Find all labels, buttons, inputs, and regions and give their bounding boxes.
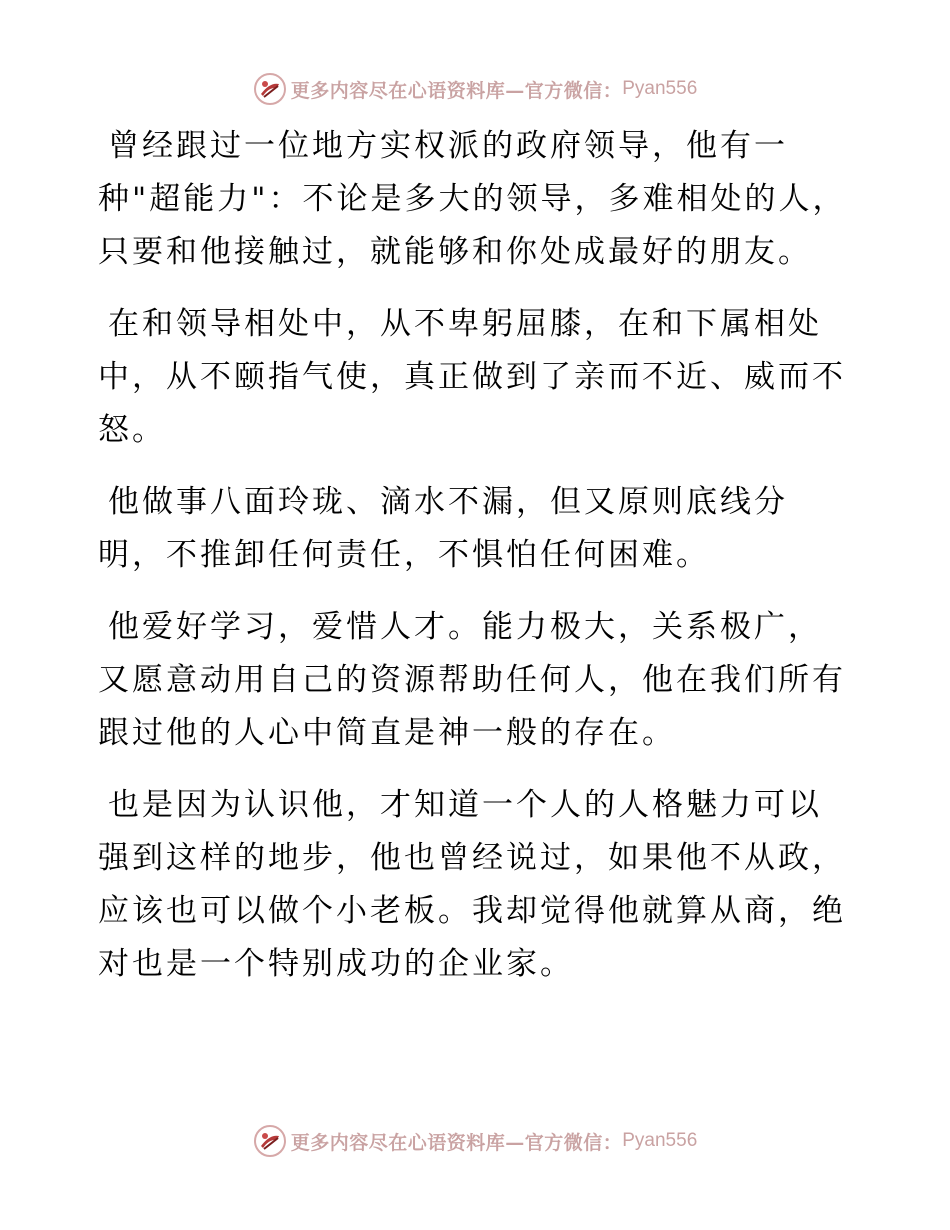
text-line: 他爱好学习，爱惜人才。能力极大，关系极广，: [108, 609, 822, 645]
text-line: 跟过他的人心中简直是神一般的存在。: [98, 715, 676, 751]
paragraph: [98, 120, 858, 279]
text-line: 中，从不颐指气使，真正做到了亲而不近、威而不: [98, 359, 846, 395]
text-line: 在和领导相处中，从不卑躬屈膝，在和下属相处: [108, 306, 822, 342]
paragraph: [98, 298, 858, 457]
book-logo-icon: [253, 1124, 287, 1158]
text-line: 应该也可以做个小老板。我却觉得他就算从商，绝: [98, 893, 846, 929]
watermark-text: 更多内容尽在心语资料库—官方微信：: [290, 79, 623, 102]
text-line: 又愿意动用自己的资源帮助任何人，他在我们所有: [98, 662, 846, 698]
paragraph: [98, 601, 858, 760]
text-line: 只要和他接触过，就能够和你处成最好的朋友。: [98, 234, 812, 270]
text-line: 明，不推卸任何责任，不惧怕任何困难。: [98, 537, 710, 573]
watermark-text: 更多内容尽在心语资料库—官方微信：: [290, 1131, 623, 1154]
text-line: 曾经跟过一位地方实权派的政府领导，他有一: [108, 128, 788, 164]
document-body: [98, 120, 858, 1010]
text-line: 他做事八面玲珑、滴水不漏，但又原则底线分: [108, 484, 788, 520]
text-line: 对也是一个特别成功的企业家。: [98, 946, 574, 982]
footer-watermark: [0, 1124, 950, 1158]
text-line: 也是因为认识他，才知道一个人的人格魅力可以: [108, 787, 822, 823]
book-logo-icon: [253, 72, 287, 106]
paragraph: [98, 476, 858, 582]
paragraph: [98, 779, 858, 991]
watermark-handle: Pyan556: [622, 1130, 698, 1151]
text-line: 强到这样的地步，他也曾经说过，如果他不从政，: [98, 840, 846, 876]
text-line: 怒。: [98, 412, 166, 448]
watermark-handle: Pyan556: [622, 78, 698, 99]
text-line: 种"超能力"：不论是多大的领导，多难相处的人，: [98, 181, 847, 217]
header-watermark: [0, 72, 950, 106]
